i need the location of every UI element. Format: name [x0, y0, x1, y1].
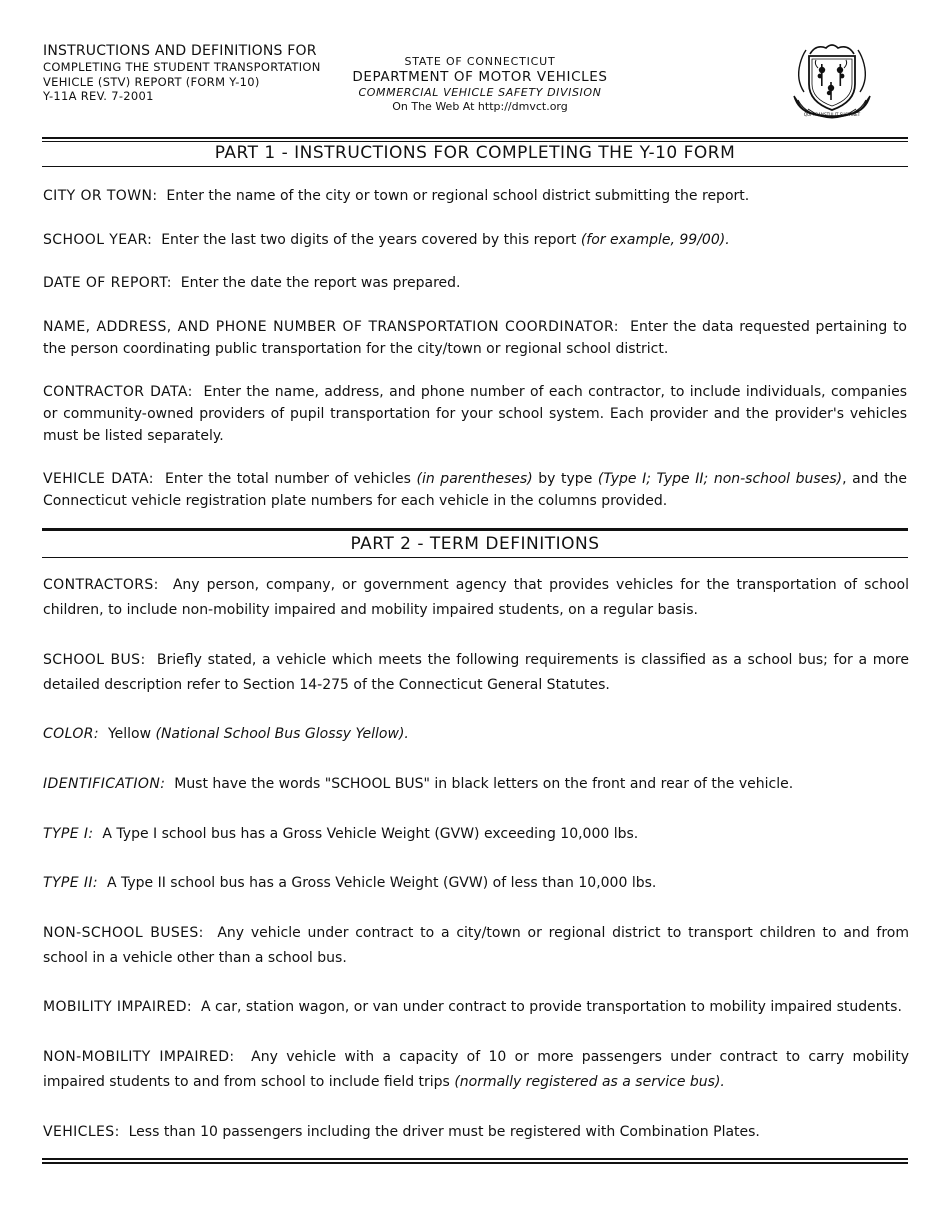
form-title-line1: INSTRUCTIONS AND DEFINITIONS FOR: [43, 43, 317, 59]
non-mobility-label: NON-MOBILITY IMPAIRED:: [43, 1049, 235, 1065]
school-bus-label: SCHOOL BUS:: [43, 652, 146, 668]
color-label: COLOR:: [43, 726, 100, 742]
contractor-label: CONTRACTOR DATA:: [43, 384, 193, 400]
contractors-text: Any person, company, or government agency that provides vehicles for the transportation of school children, to include non-mobility impaired and mobility impaired students, on a regular basis.: [43, 577, 909, 618]
part2-title: PART 2 - TERM DEFINITIONS: [350, 534, 600, 554]
division-name: COMMERCIAL VEHICLE SAFETY DIVISION: [358, 86, 602, 99]
department-name: DEPARTMENT OF MOTOR VEHICLES: [352, 69, 608, 85]
vehicle-text-3: , and the Connecticut vehicle registration plate numbers for each vehicle in the columns provided.: [43, 471, 908, 509]
non-school-text: Any vehicle under contract to a city/town or regional district to transport children to and from school in a vehicle other than a school bus.: [43, 925, 910, 966]
def-vehicles: [43, 1120, 909, 1145]
divider-double-top: [42, 137, 908, 139]
date-text: Enter the date the report was prepared.: [180, 275, 461, 291]
seal-motto: QUI TRANSTULIT SUSTINET: [803, 112, 861, 117]
agency-block: [330, 55, 630, 114]
identification-label: IDENTIFICATION:: [43, 776, 166, 792]
city-text: Enter the name of the city or town or regional school district submitting the report.: [166, 188, 750, 204]
vehicle-data-instruction: [43, 468, 907, 512]
vehicle-text-1: Enter the total number of vehicles: [165, 471, 411, 487]
part1-title: PART 1 - INSTRUCTIONS FOR COMPLETING THE Y-10 FORM: [214, 143, 736, 163]
def-non-mobility-impaired: [43, 1045, 909, 1095]
non-mobility-text: Any vehicle with a capacity of 10 or more passengers under contract to carry mobility impaired students to and from school to include field trips: [43, 1049, 909, 1090]
form-title-line3: VEHICLE (STV) REPORT (FORM Y-10): [43, 74, 260, 89]
vehicle-label: VEHICLE DATA:: [43, 471, 154, 487]
vehicle-text-2: by type: [538, 471, 593, 487]
type2-text: A Type II school bus has a Gross Vehicle Weight (GVW) of less than 10,000 lbs.: [106, 875, 657, 891]
divider-footer-top: [42, 1158, 908, 1160]
contractor-text: Enter the name, address, and phone number of each contractor, to include individuals, companies or community-owned providers of pupil transportation for your school system. Each provider and the provider's vehicles must be listed separately.: [43, 384, 907, 444]
divider-footer-bottom: [42, 1162, 908, 1164]
form-title-line2: COMPLETING THE STUDENT TRANSPORTATION: [43, 60, 321, 74]
school-bus-text: Briefly stated, a vehicle which meets the following requirements is classified as a school bus; for a more detailed description refer to Section 14-275 of the Connecticut General Statutes.: [43, 652, 909, 693]
vehicles-label: VEHICLES:: [43, 1124, 120, 1140]
type2-label: TYPE II:: [43, 875, 99, 891]
date-label: DATE OF REPORT:: [43, 275, 172, 291]
def-type-2: [43, 871, 909, 896]
school-year-instruction: [43, 229, 907, 251]
identification-text: Must have the words "SCHOOL BUS" in black letters on the front and rear of the vehicle.: [174, 776, 794, 792]
divider-part1-title: [42, 166, 908, 167]
vehicles-text: Less than 10 passengers including the driver must be registered with Combination Plates.: [128, 1124, 760, 1140]
year-text: Enter the last two digits of the years covered by this report: [161, 232, 577, 248]
contractor-data-instruction: [43, 381, 907, 447]
non-school-label: NON-SCHOOL BUSES:: [43, 925, 204, 941]
divider-part2-title: [42, 557, 908, 558]
state-seal-icon: [782, 40, 882, 124]
date-of-report-instruction: [43, 272, 907, 294]
city-label: CITY OR TOWN:: [43, 188, 158, 204]
coordinator-text: Enter the data requested pertaining to the person coordinating public transportation for the city/town or regional school district.: [43, 319, 907, 357]
form-title-block: [43, 43, 363, 104]
vehicle-italic-2: (Type I; Type II; non-school buses): [597, 471, 843, 487]
def-contractors: [43, 573, 909, 623]
type1-label: TYPE I:: [43, 826, 94, 842]
coordinator-label: NAME, ADDRESS, AND PHONE NUMBER OF TRANSPORTATION COORDINATOR:: [43, 319, 619, 335]
color-text: Yellow: [107, 726, 152, 742]
def-color: [43, 722, 909, 747]
non-mobility-italic: (normally registered as a service bus).: [454, 1074, 725, 1090]
mobility-text: A car, station wagon, or van under contract to provide transportation to mobility impaired students.: [200, 999, 902, 1015]
def-identification: [43, 772, 909, 797]
def-school-bus: [43, 648, 909, 698]
type1-text: A Type I school bus has a Gross Vehicle Weight (GVW) exceeding 10,000 lbs.: [102, 826, 639, 842]
def-mobility-impaired: [43, 995, 909, 1020]
year-label: SCHOOL YEAR:: [43, 232, 153, 248]
def-non-school-buses: [43, 921, 909, 971]
contractors-label: CONTRACTORS:: [43, 577, 159, 593]
website: On The Web At http://dmvct.org: [392, 100, 568, 113]
year-example: (for example, 99/00).: [580, 232, 730, 248]
coordinator-instruction: [43, 316, 907, 360]
divider-part2-top: [42, 528, 908, 531]
vehicle-italic-1: (in parentheses): [416, 471, 533, 487]
mobility-label: MOBILITY IMPAIRED:: [43, 999, 193, 1015]
state-name: STATE OF CONNECTICUT: [404, 55, 556, 68]
def-type-1: [43, 822, 909, 847]
form-revision: Y-11A REV. 7-2001: [43, 89, 154, 103]
divider-double-bottom: [42, 141, 908, 142]
color-italic: (National School Bus Glossy Yellow).: [155, 726, 409, 742]
city-or-town-instruction: [43, 185, 907, 207]
